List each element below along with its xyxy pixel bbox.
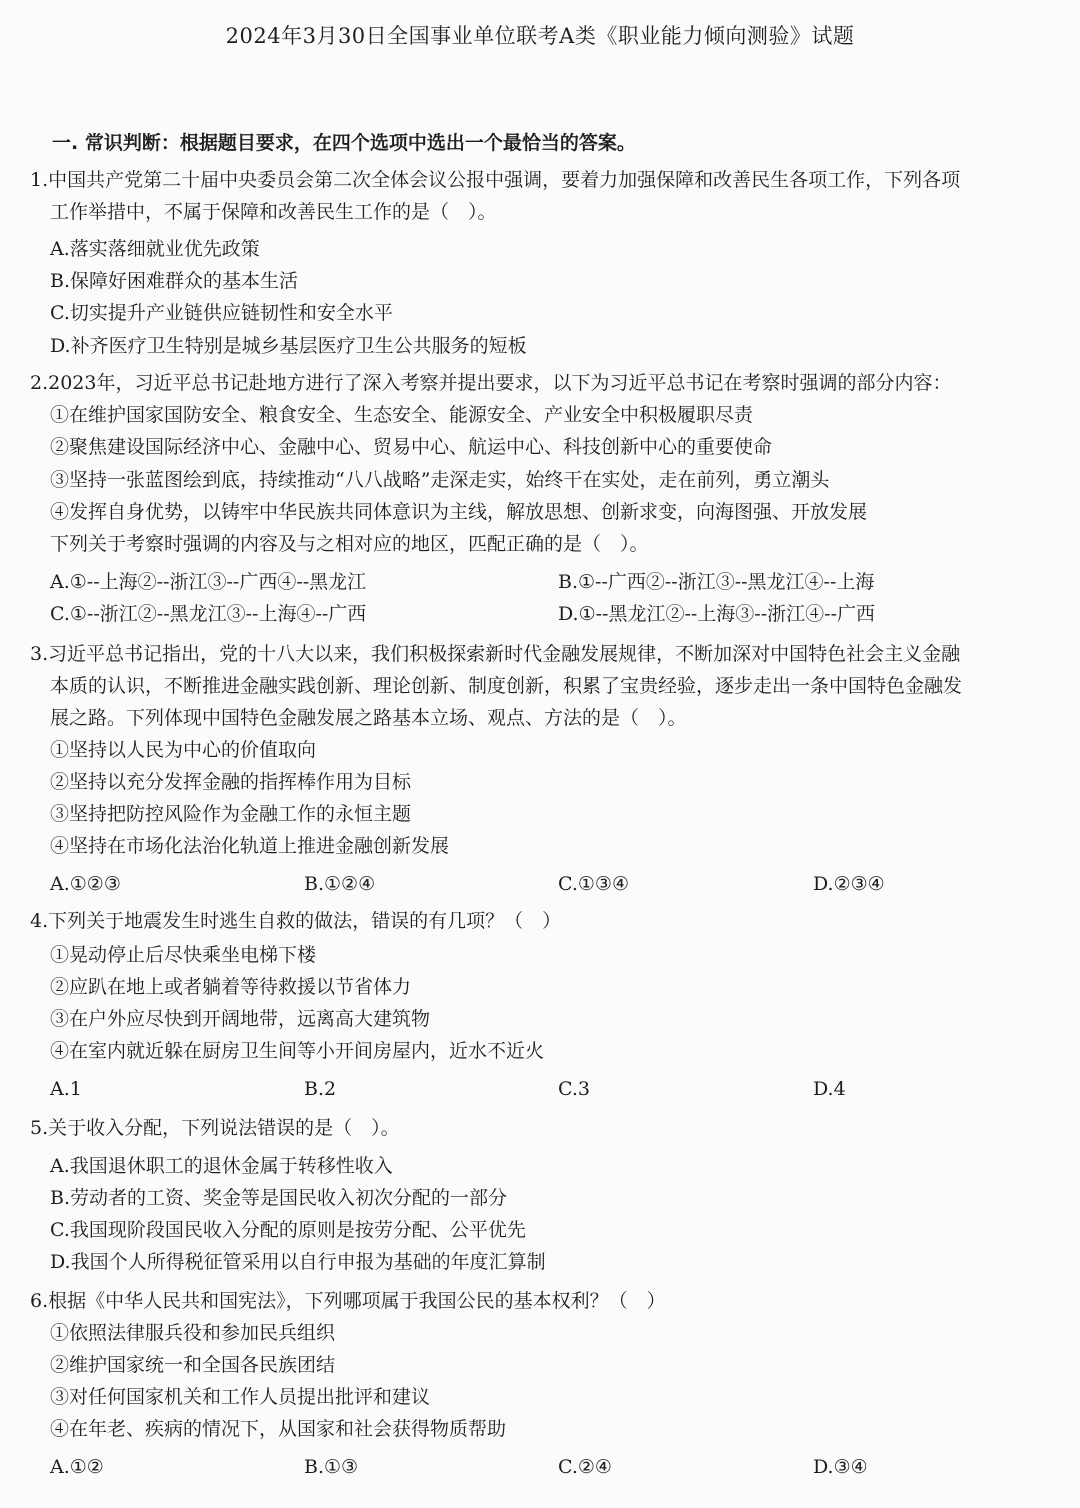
q3-item-2: ②坚持以充分发挥金融的指挥棒作用为目标: [50, 771, 412, 793]
q1-option-b: B.保障好困难群众的基本生活: [50, 270, 299, 292]
q3-item-1: ①坚持以人民为中心的价值取向: [50, 739, 317, 761]
q5-stem-line1: 5.关于收入分配，下列说法错误的是（ ）。: [30, 1117, 400, 1139]
q6-item-3: ③对任何国家机关和工作人员提出批评和建议: [50, 1386, 431, 1408]
q1-option-c: C.切实提升产业链供应链韧性和安全水平: [50, 302, 393, 324]
q2-question: 下列关于考察时强调的内容及与之相对应的地区，匹配正确的是（ ）。: [50, 533, 649, 555]
q3-option-a: A.①②③: [50, 873, 121, 895]
q4-stem-line1: 4.下列关于地震发生时逃生自救的做法，错误的有几项？（ ）: [30, 910, 562, 932]
q3-option-c: C.①③④: [558, 873, 629, 895]
q2-item-3: ③坚持一张蓝图绘到底，持续推动“八八战略”走深走实，始终干在实处，走在前列，勇立潮头: [50, 469, 830, 491]
q4-item-4: ④在室内就近躲在厨房卫生间等小开间房屋内，近水不近火: [50, 1040, 545, 1062]
q3-item-3: ③坚持把防控风险作为金融工作的永恒主题: [50, 803, 412, 825]
q4-option-d: D.4: [813, 1078, 846, 1100]
q2-item-1: ①在维护国家国防安全、粮食安全、生态安全、能源安全、产业安全中积极履职尽责: [50, 404, 754, 426]
q2-item-4: ④发挥自身优势，以铸牢中华民族共同体意识为主线，解放思想、创新求变，向海图强、开放发展: [50, 501, 868, 523]
q2-option-d: D.①--黑龙江②--上海③--浙江④--广西: [558, 603, 875, 625]
q3-option-d: D.②③④: [813, 873, 885, 895]
q3-item-4: ④坚持在市场化法治化轨道上推进金融创新发展: [50, 835, 450, 857]
q3-stem-line2: 本质的认识，不断推进金融实践创新、理论创新、制度创新，积累了宝贵经验，逐步走出一条中国特色金融发: [50, 675, 963, 697]
q5-option-a: A.我国退休职工的退休金属于转移性收入: [50, 1155, 393, 1177]
q6-item-1: ①依照法律服兵役和参加民兵组织: [50, 1322, 336, 1344]
q6-option-d: D.③④: [813, 1456, 868, 1478]
q6-option-b: B.①③: [304, 1456, 359, 1478]
q1-option-d: D.补齐医疗卫生特别是城乡基层医疗卫生公共服务的短板: [50, 335, 527, 357]
page-title: 2024年3月30日全国事业单位联考A类《职业能力倾向测验》试题: [225, 24, 855, 48]
q6-stem-line1: 6.根据《中华人民共和国宪法》，下列哪项属于我国公民的基本权利？（ ）: [30, 1290, 666, 1312]
q6-option-a: A.①②: [50, 1456, 104, 1478]
q2-option-a: A.①--上海②--浙江③--广西④--黑龙江: [50, 571, 367, 593]
q5-option-d: D.我国个人所得税征管采用以自行申报为基础的年度汇算制: [50, 1251, 546, 1273]
q2-option-b: B.①--广西②--浙江③--黑龙江④--上海: [558, 571, 875, 593]
q1-stem-line2: 工作举措中，不属于保障和改善民生工作的是（ ）。: [50, 201, 497, 223]
q1-stem-line1: 1.中国共产党第二十届中央委员会第二次全体会议公报中强调，要着力加强保障和改善民生各项工作，下列各项: [30, 169, 961, 191]
q4-option-c: C.3: [558, 1078, 590, 1100]
q4-item-2: ②应趴在地上或者躺着等待救援以节省体力: [50, 976, 412, 998]
q3-stem-line1: 3.习近平总书记指出，党的十八大以来，我们积极探索新时代金融发展规律，不断加深对中国特色社会主义金融: [30, 643, 961, 665]
q2-item-2: ②聚焦建设国际经济中心、金融中心、贸易中心、航运中心、科技创新中心的重要使命: [50, 436, 773, 458]
q5-option-c: C.我国现阶段国民收入分配的原则是按劳分配、公平优先: [50, 1219, 526, 1241]
q6-item-2: ②维护国家统一和全国各民族团结: [50, 1354, 336, 1376]
q4-option-a: A.1: [50, 1078, 82, 1100]
q2-option-c: C.①--浙江②--黑龙江③--上海④--广西: [50, 603, 367, 625]
q4-option-b: B.2: [304, 1078, 337, 1100]
q2-stem-line1: 2.2023年，习近平总书记赴地方进行了深入考察并提出要求，以下为习近平总书记在考察时强调的部分内容：: [30, 372, 952, 394]
q3-stem-line3: 展之路。下列体现中国特色金融发展之路基本立场、观点、方法的是（ ）。: [50, 707, 687, 729]
q6-item-4: ④在年老、疾病的情况下，从国家和社会获得物质帮助: [50, 1418, 507, 1440]
q1-option-a: A.落实落细就业优先政策: [50, 238, 260, 260]
q6-option-c: C.②④: [558, 1456, 612, 1478]
q3-option-b: B.①②④: [304, 873, 376, 895]
q4-item-3: ③在户外应尽快到开阔地带，远离高大建筑物: [50, 1008, 431, 1030]
q4-item-1: ①晃动停止后尽快乘坐电梯下楼: [50, 944, 317, 966]
section-heading: 一. 常识判断：根据题目要求，在四个选项中选出一个最恰当的答案。: [52, 132, 636, 154]
q5-option-b: B.劳动者的工资、奖金等是国民收入初次分配的一部分: [50, 1187, 508, 1209]
